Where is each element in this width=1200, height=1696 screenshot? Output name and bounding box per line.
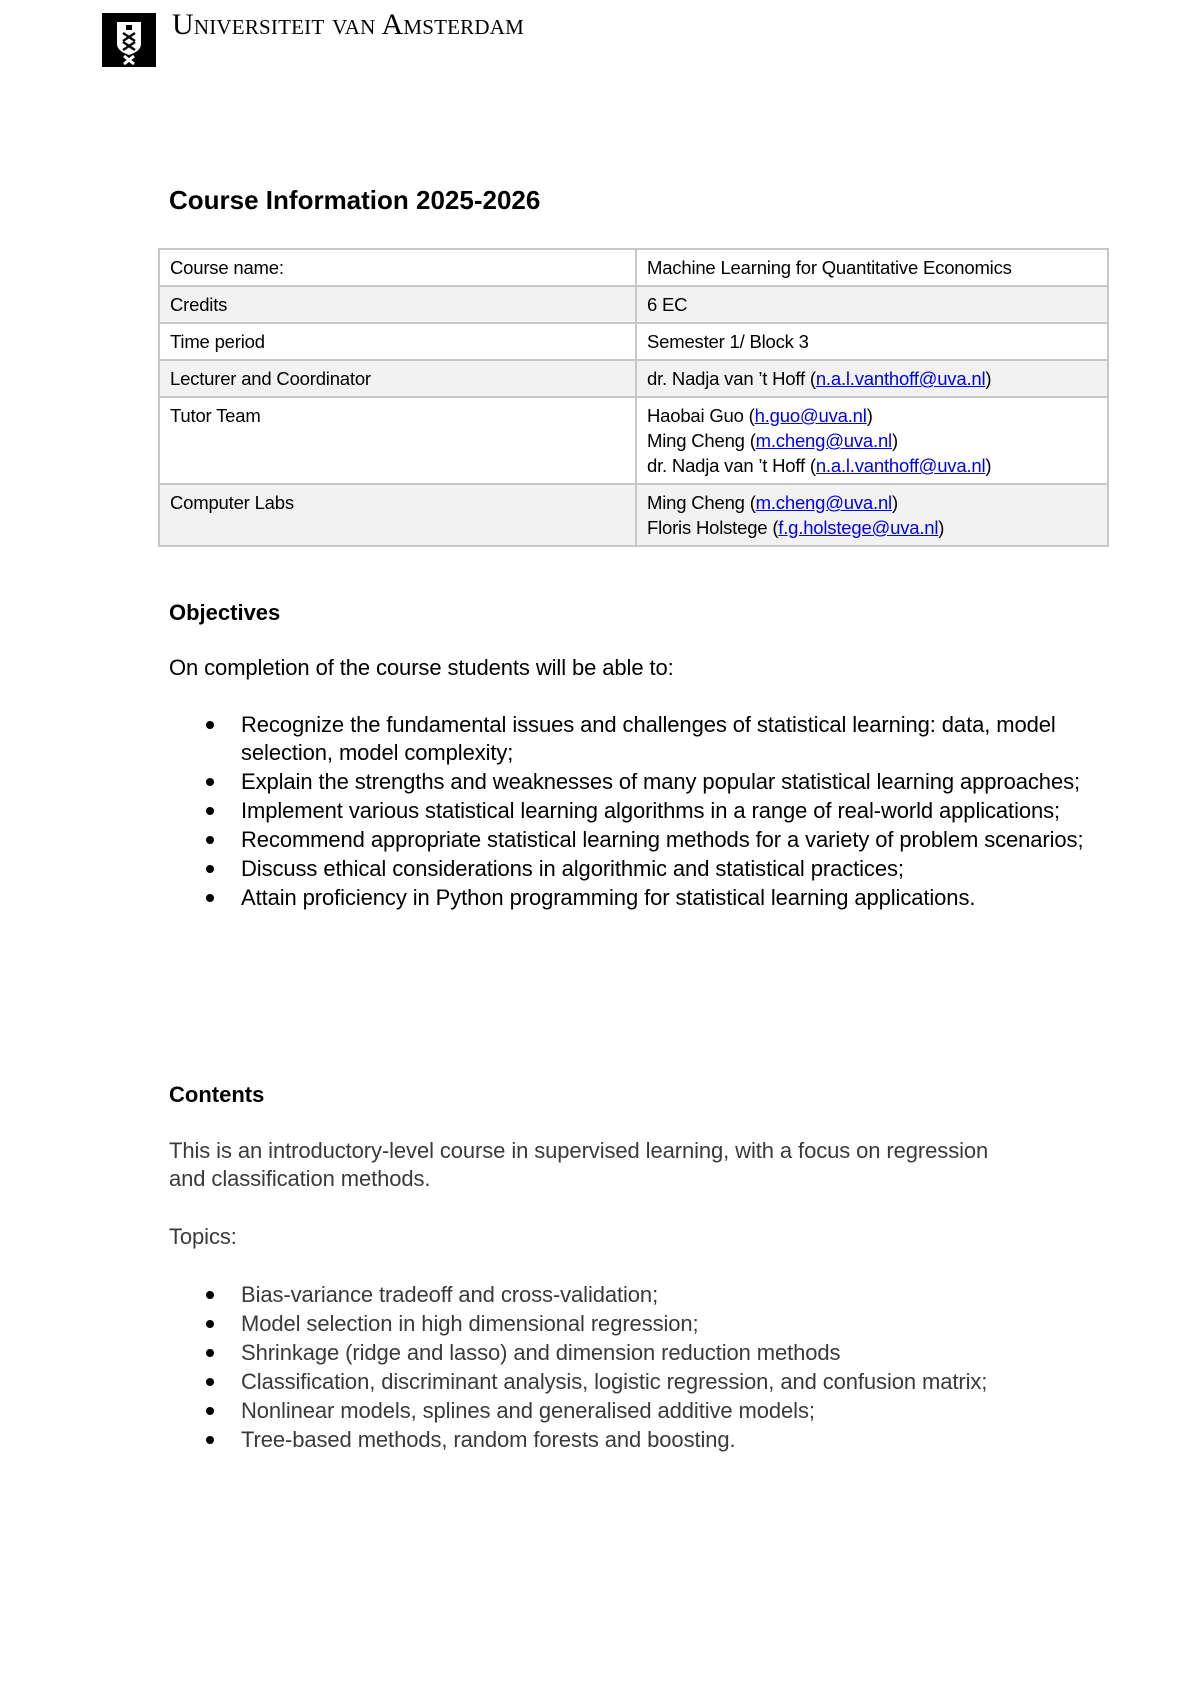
- table-row: [159, 360, 1108, 397]
- bullet-icon: [206, 836, 214, 844]
- email-link[interactable]: m.cheng@uva.nl: [755, 430, 892, 451]
- bullet-icon: [206, 1349, 214, 1357]
- row-label: Tutor Team: [159, 397, 636, 484]
- list-item: Model selection in high dimensional regression;: [169, 1310, 1109, 1338]
- row-value: Machine Learning for Quantitative Economics: [636, 249, 1108, 286]
- row-label: Credits: [159, 286, 636, 323]
- lab-line: Floris Holstege (f.g.holstege@uva.nl): [647, 517, 945, 538]
- row-label: Course name:: [159, 249, 636, 286]
- list-item: Recommend appropriate statistical learning methods for a variety of problem scenarios;: [169, 826, 1109, 854]
- bullet-icon: [206, 1378, 214, 1386]
- contents-heading: Contents: [169, 1082, 265, 1107]
- bullet-icon: [206, 1320, 214, 1328]
- page-title: Course Information 2025-2026: [169, 185, 541, 215]
- list-item: Tree-based methods, random forests and boosting.: [169, 1426, 1109, 1454]
- objectives-intro: On completion of the course students will be able to:: [169, 655, 674, 680]
- table-row: [159, 397, 1108, 484]
- topics-list: [169, 1281, 1109, 1455]
- row-value: 6 EC: [636, 286, 1108, 323]
- email-link[interactable]: n.a.l.vanthoff@uva.nl: [815, 455, 986, 476]
- bullet-icon: [206, 894, 214, 902]
- list-item: Discuss ethical considerations in algorithmic and statistical practices;: [169, 855, 1109, 883]
- objectives-list: [169, 711, 1109, 913]
- table-row: [159, 286, 1108, 323]
- lab-line: Ming Cheng (m.cheng@uva.nl): [647, 492, 898, 513]
- row-value: Semester 1/ Block 3: [636, 323, 1108, 360]
- bullet-icon: [206, 1291, 214, 1299]
- list-item: Attain proficiency in Python programming for statistical learning applications.: [169, 884, 1109, 912]
- tutor-line: Ming Cheng (m.cheng@uva.nl): [647, 430, 898, 451]
- objectives-heading: Objectives: [169, 600, 281, 625]
- list-item: Classification, discriminant analysis, logistic regression, and confusion matrix;: [169, 1368, 1109, 1396]
- bullet-icon: [206, 721, 214, 729]
- table-row: [159, 323, 1108, 360]
- row-value: dr. Nadja van ’t Hoff (n.a.l.vanthoff@uva.nl): [636, 360, 1108, 397]
- list-item: Implement various statistical learning algorithms in a range of real-world applications;: [169, 797, 1109, 825]
- row-label: Time period: [159, 323, 636, 360]
- list-item: Shrinkage (ridge and lasso) and dimension reduction methods: [169, 1339, 1109, 1367]
- bullet-icon: [206, 1407, 214, 1415]
- uva-crest-icon: [102, 13, 156, 67]
- course-info-table: [158, 248, 1109, 547]
- list-item: Explain the strengths and weaknesses of many popular statistical learning approaches;: [169, 768, 1109, 796]
- tutor-line: Haobai Guo (h.guo@uva.nl): [647, 405, 873, 426]
- table-row: [159, 484, 1108, 546]
- topics-label: Topics:: [169, 1224, 237, 1249]
- email-link[interactable]: m.cheng@uva.nl: [755, 492, 892, 513]
- university-name: Universiteit van Amsterdam: [172, 8, 524, 41]
- bullet-icon: [206, 865, 214, 873]
- list-item: Recognize the fundamental issues and challenges of statistical learning: data, model selection, model complexity;: [169, 711, 1109, 767]
- bullet-icon: [206, 778, 214, 786]
- tutor-line: dr. Nadja van ’t Hoff (n.a.l.vanthoff@uva.nl): [647, 455, 992, 476]
- email-link[interactable]: n.a.l.vanthoff@uva.nl: [815, 368, 986, 389]
- row-label: Computer Labs: [159, 484, 636, 546]
- bullet-icon: [206, 1436, 214, 1444]
- email-link[interactable]: f.g.holstege@uva.nl: [778, 517, 939, 538]
- row-value: [636, 484, 1108, 546]
- row-value: [636, 397, 1108, 484]
- list-item: Nonlinear models, splines and generalised additive models;: [169, 1397, 1109, 1425]
- list-item: Bias-variance tradeoff and cross-validation;: [169, 1281, 1109, 1309]
- row-label: Lecturer and Coordinator: [159, 360, 636, 397]
- table-row: [159, 249, 1108, 286]
- contents-intro: This is an introductory-level course in supervised learning, with a focus on regression and classification methods.: [169, 1138, 989, 1191]
- bullet-icon: [206, 807, 214, 815]
- email-link[interactable]: h.guo@uva.nl: [754, 405, 867, 426]
